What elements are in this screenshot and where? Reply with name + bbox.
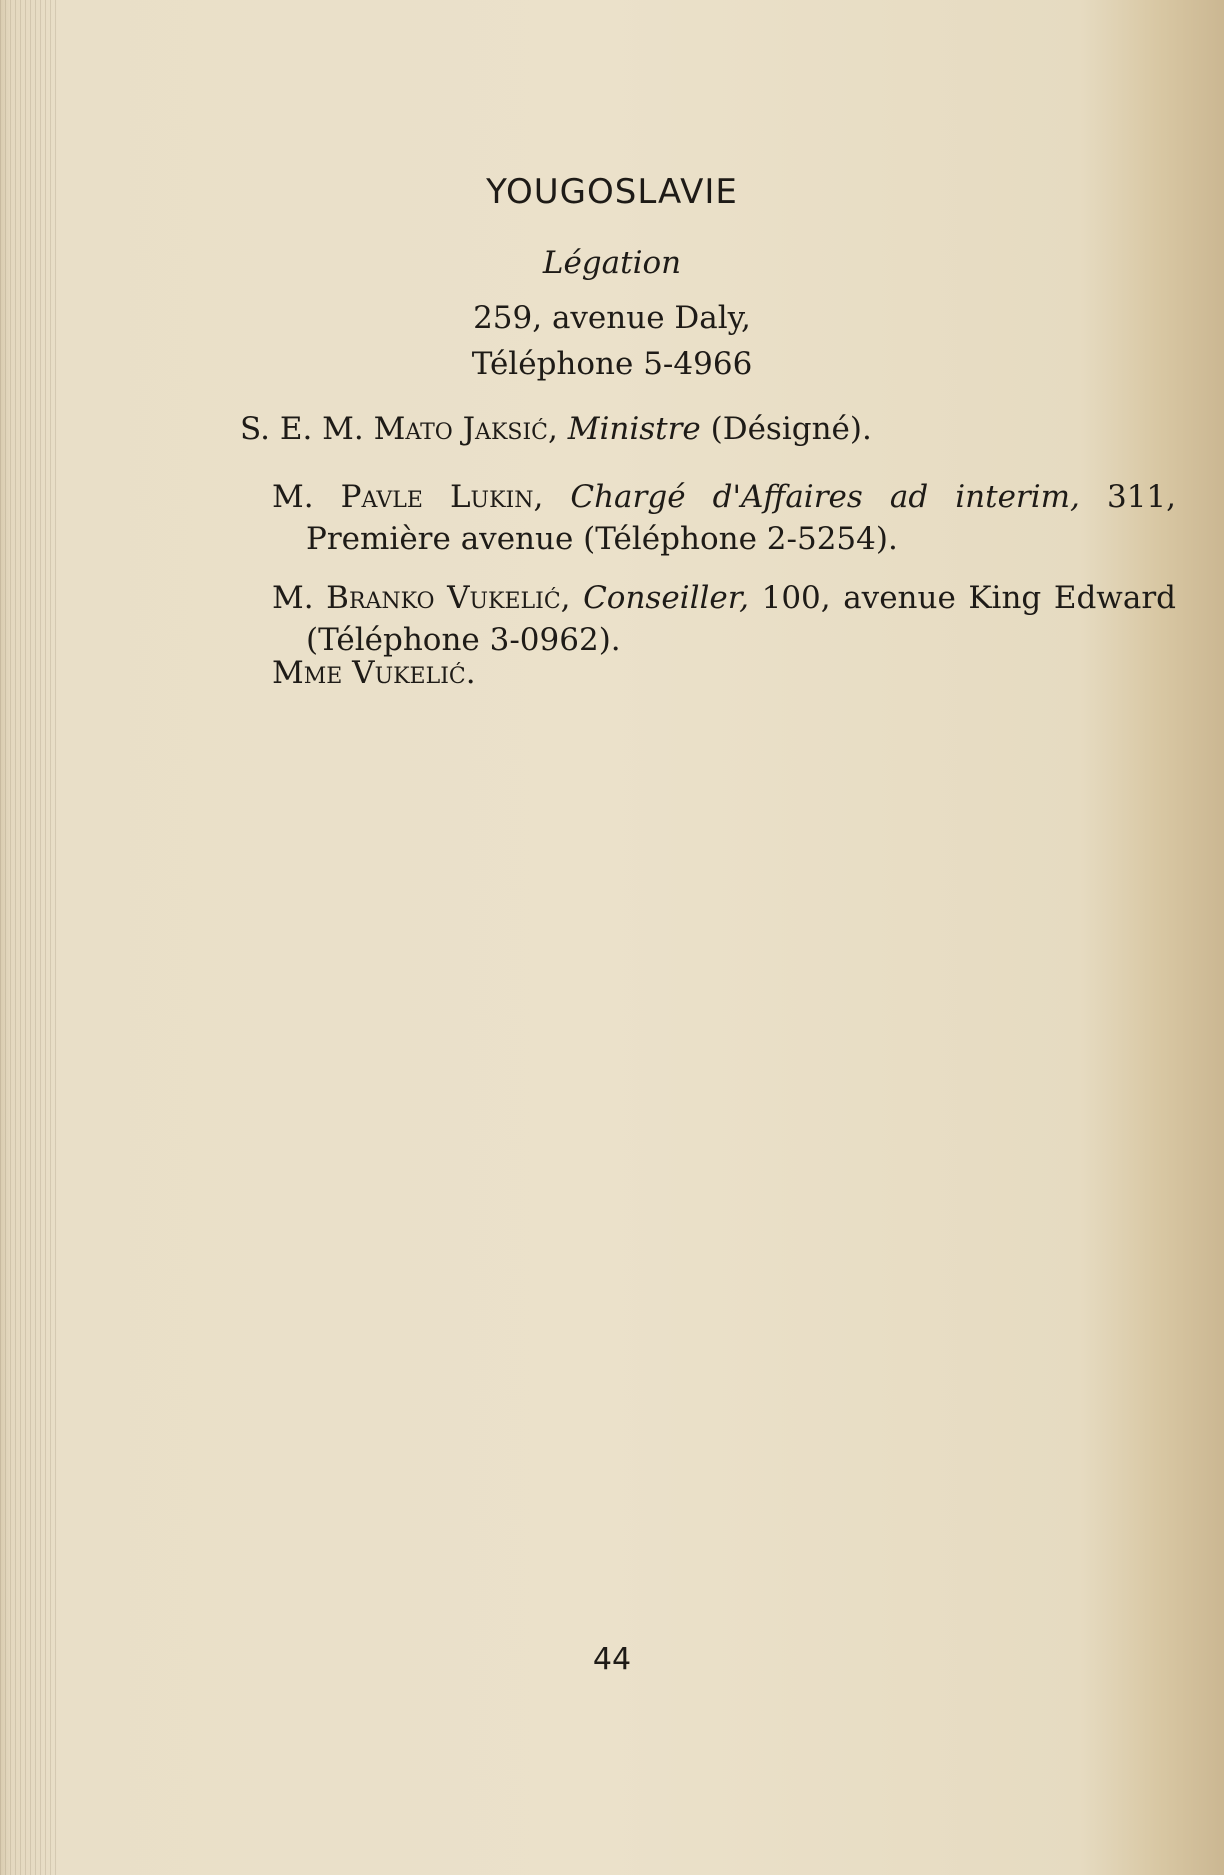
entry-minister	[240, 408, 1140, 450]
entry-role: Ministre	[557, 411, 701, 447]
entry-details: (Désigné).	[700, 411, 872, 447]
entry-counsellor	[272, 577, 1176, 661]
entry-name: Mme Vukelić.	[272, 655, 476, 691]
page-number: 44	[592, 1642, 632, 1677]
entry-name: Branko Vukelić,	[326, 580, 571, 616]
entry-role: Chargé d'Affaires ad interim,	[543, 479, 1080, 515]
entry-details: 100, avenue King Edward (Téléphone 3-0962).	[306, 580, 1176, 658]
entry-prefix: S. E. M.	[240, 411, 374, 447]
entry-details: 311, Première avenue (Téléphone 2-5254).	[306, 479, 1177, 557]
entry-charge-affaires	[272, 476, 1176, 560]
page-edge-stack	[0, 0, 60, 1875]
entry-name: Mato Jaksić,	[373, 411, 558, 447]
entry-prefix: M.	[272, 479, 341, 515]
entry-role: Conseiller,	[570, 580, 750, 616]
entry-spouse	[272, 652, 1142, 694]
country-heading: YOUGOSLAVIE	[486, 172, 738, 212]
legation-phone: Téléphone 5-4966	[471, 346, 753, 382]
entry-name: Pavle Lukin,	[340, 479, 544, 515]
entry-prefix: M.	[272, 580, 327, 616]
legation-subtitle: Légation	[542, 245, 682, 281]
legation-address: 259, avenue Daly,	[473, 300, 751, 336]
